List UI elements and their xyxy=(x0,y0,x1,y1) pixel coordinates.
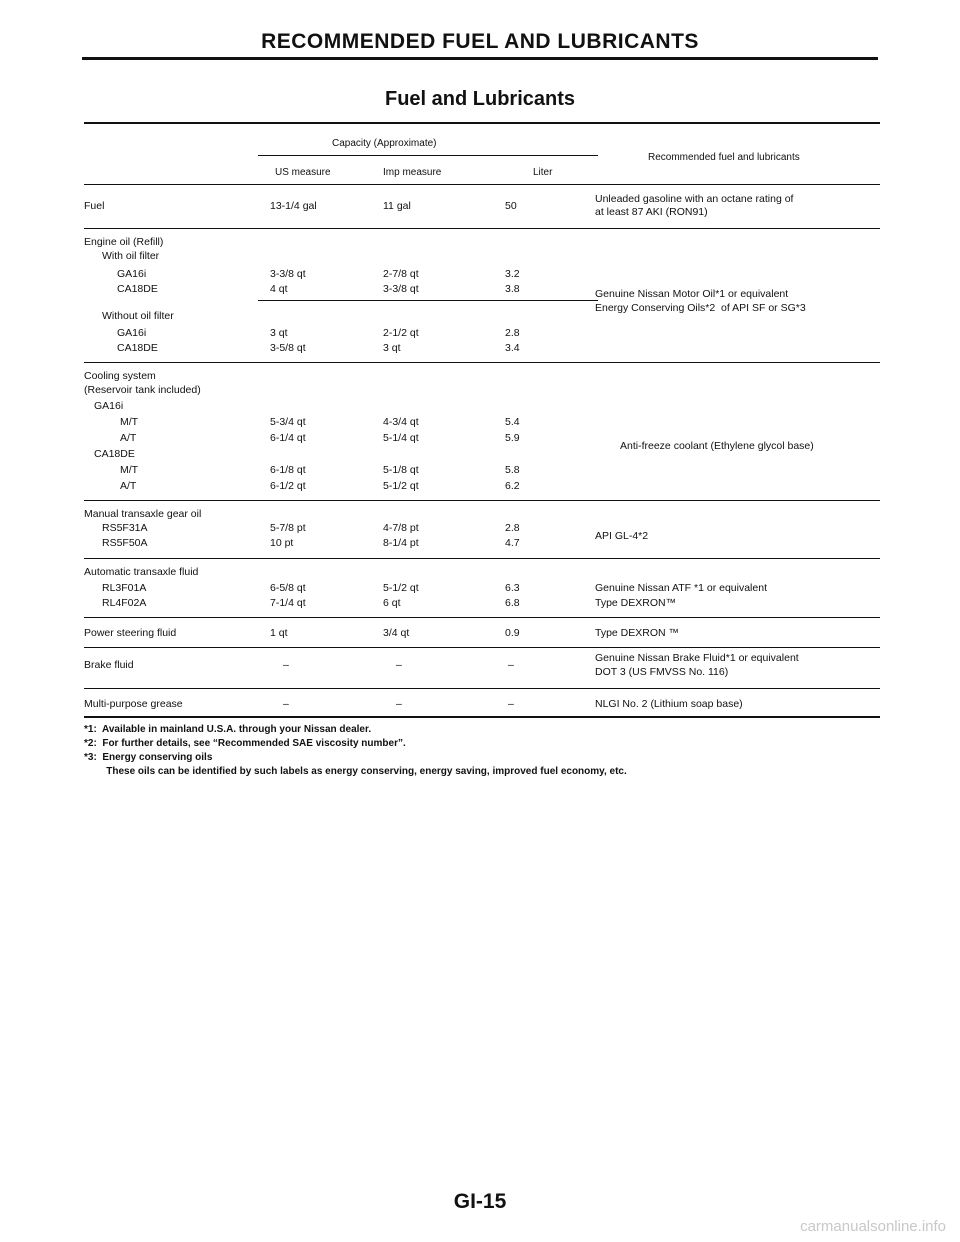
grease-rec: NLGI No. 2 (Lithium soap base) xyxy=(595,698,743,710)
automatic-us: 6-5/8 qt xyxy=(270,582,306,594)
brake-rec-line2: DOT 3 (US FMVSS No. 116) xyxy=(595,666,729,678)
manual-us: 10 pt xyxy=(270,537,294,549)
cooling-imp: 5-1/4 qt xyxy=(383,432,419,444)
row-label-cooling-sub: (Reservoir tank included) xyxy=(84,384,201,396)
engine-oil-rec-line1: Genuine Nissan Motor Oil*1 or equivalent xyxy=(595,288,789,300)
cooling-ga16i: GA16i xyxy=(94,400,124,412)
brake-us: – xyxy=(283,659,289,671)
automatic-row-label: RL4F02A xyxy=(102,597,147,609)
engine-oil-with-filter: With oil filter xyxy=(102,250,160,262)
row-label-automatic: Automatic transaxle fluid xyxy=(84,566,199,578)
automatic-imp: 6 qt xyxy=(383,597,401,609)
manual-row-label: RS5F31A xyxy=(102,522,148,534)
page-number: GI-15 xyxy=(453,1190,507,1213)
cooling-rec: Anti-freeze coolant (Ethylene glycol base) xyxy=(620,440,814,452)
cooling-us: 6-1/4 qt xyxy=(270,432,306,444)
grease-us: – xyxy=(283,698,289,710)
cooling-imp: 5-1/8 qt xyxy=(383,464,419,476)
power-steering-liter: 0.9 xyxy=(505,627,520,639)
brake-liter: – xyxy=(508,659,514,671)
table-top-rule xyxy=(84,122,880,124)
cooling-liter: 5.9 xyxy=(505,432,520,444)
engine-oil-row-label: GA16i xyxy=(117,327,147,339)
grease-liter: – xyxy=(508,698,514,710)
automatic-rec-line1: Genuine Nissan ATF *1 or equivalent xyxy=(595,582,767,594)
row-rule xyxy=(84,362,880,363)
engine-oil-us: 3-5/8 qt xyxy=(270,342,306,354)
manual-imp: 4-7/8 pt xyxy=(383,522,419,534)
automatic-us: 7-1/4 qt xyxy=(270,597,306,609)
power-steering-us: 1 qt xyxy=(270,627,288,639)
engine-oil-liter: 3.8 xyxy=(505,283,520,295)
cooling-row-label: M/T xyxy=(120,464,139,476)
engine-oil-row-label: CA18DE xyxy=(117,283,158,295)
footnote: *1: Available in mainland U.S.A. through your Nissan dealer. xyxy=(84,724,372,735)
row-rule xyxy=(84,500,880,501)
brake-rec-line1: Genuine Nissan Brake Fluid*1 or equivalent xyxy=(595,652,799,664)
header-recommended: Recommended fuel and lubricants xyxy=(648,152,800,163)
brake-imp: – xyxy=(396,659,402,671)
engine-oil-imp: 3-3/8 qt xyxy=(383,283,419,295)
footnote: *3: Energy conserving oils xyxy=(84,752,213,763)
manual-rec: API GL-4*2 xyxy=(595,530,649,542)
manual-row-label: RS5F50A xyxy=(102,537,148,549)
engine-oil-imp: 2-1/2 qt xyxy=(383,327,419,339)
engine-oil-row-label: CA18DE xyxy=(117,342,158,354)
automatic-liter: 6.8 xyxy=(505,597,520,609)
engine-oil-imp: 2-7/8 qt xyxy=(383,268,419,280)
automatic-rec-line2: Type DEXRON™ xyxy=(595,597,677,609)
cooling-liter: 5.8 xyxy=(505,464,520,476)
cooling-us: 6-1/8 qt xyxy=(270,464,306,476)
cooling-liter: 5.4 xyxy=(505,416,520,428)
row-rule xyxy=(84,228,880,229)
fuel-liter: 50 xyxy=(505,200,517,212)
table-bottom-rule xyxy=(84,716,880,718)
power-steering-imp: 3/4 qt xyxy=(383,627,410,639)
engine-oil-row-label: GA16i xyxy=(117,268,147,280)
cooling-liter: 6.2 xyxy=(505,480,520,492)
cooling-row-label: M/T xyxy=(120,416,139,428)
engine-oil-without-filter: Without oil filter xyxy=(102,310,174,322)
watermark: carmanualsonline.info xyxy=(800,1218,946,1235)
engine-oil-liter: 3.4 xyxy=(505,342,520,354)
grease-imp: – xyxy=(396,698,402,710)
sub-rule xyxy=(258,300,598,301)
row-rule xyxy=(84,558,880,559)
row-rule xyxy=(84,617,880,618)
header-bottom-rule xyxy=(84,184,880,185)
engine-oil-us: 4 qt xyxy=(270,283,288,295)
cooling-us: 6-1/2 qt xyxy=(270,480,306,492)
header-us-measure: US measure xyxy=(275,167,331,178)
row-rule xyxy=(84,688,880,689)
capacity-underline xyxy=(258,155,598,156)
engine-oil-us: 3 qt xyxy=(270,327,288,339)
fuel-us: 13-1/4 gal xyxy=(270,200,317,212)
manual-liter: 4.7 xyxy=(505,537,520,549)
fuel-imp: 11 gal xyxy=(383,200,411,212)
engine-oil-rec-line2: Energy Conserving Oils*2 of API SF or SG*3 xyxy=(595,302,806,314)
fuel-rec-line1: Unleaded gasoline with an octane rating of xyxy=(595,193,794,205)
row-label-fuel: Fuel xyxy=(84,200,105,212)
header-rule xyxy=(82,57,878,60)
engine-oil-liter: 3.2 xyxy=(505,268,520,280)
page-header-title: RECOMMENDED FUEL AND LUBRICANTS xyxy=(261,30,699,53)
row-rule xyxy=(84,647,880,648)
fuel-rec-line2: at least 87 AKI (RON91) xyxy=(595,206,708,218)
cooling-imp: 4-3/4 qt xyxy=(383,416,419,428)
header-liter: Liter xyxy=(533,167,553,178)
row-label-manual: Manual transaxle gear oil xyxy=(84,508,202,520)
row-label-grease: Multi-purpose grease xyxy=(84,698,183,710)
footnote: These oils can be identified by such labels as energy conserving, energy saving, improved fuel economy, etc. xyxy=(84,766,627,777)
cooling-us: 5-3/4 qt xyxy=(270,416,306,428)
header-imp-measure: Imp measure xyxy=(383,167,442,178)
power-steering-rec: Type DEXRON ™ xyxy=(595,627,680,639)
manual-imp: 8-1/4 pt xyxy=(383,537,419,549)
row-label-engine-oil: Engine oil (Refill) xyxy=(84,236,164,248)
engine-oil-liter: 2.8 xyxy=(505,327,520,339)
automatic-liter: 6.3 xyxy=(505,582,520,594)
automatic-row-label: RL3F01A xyxy=(102,582,147,594)
row-label-power-steering: Power steering fluid xyxy=(84,627,177,639)
engine-oil-us: 3-3/8 qt xyxy=(270,268,306,280)
automatic-imp: 5-1/2 qt xyxy=(383,582,419,594)
cooling-row-label: A/T xyxy=(120,432,137,444)
engine-oil-imp: 3 qt xyxy=(383,342,401,354)
footnote: *2: For further details, see “Recommended SAE viscosity number”. xyxy=(84,738,406,749)
cooling-ca18de: CA18DE xyxy=(94,448,135,460)
row-label-cooling: Cooling system xyxy=(84,370,156,382)
cooling-imp: 5-1/2 qt xyxy=(383,480,419,492)
section-title: Fuel and Lubricants xyxy=(384,88,576,110)
row-label-brake: Brake fluid xyxy=(84,659,134,671)
manual-liter: 2.8 xyxy=(505,522,520,534)
manual-us: 5-7/8 pt xyxy=(270,522,306,534)
header-capacity: Capacity (Approximate) xyxy=(332,138,437,149)
cooling-row-label: A/T xyxy=(120,480,137,492)
